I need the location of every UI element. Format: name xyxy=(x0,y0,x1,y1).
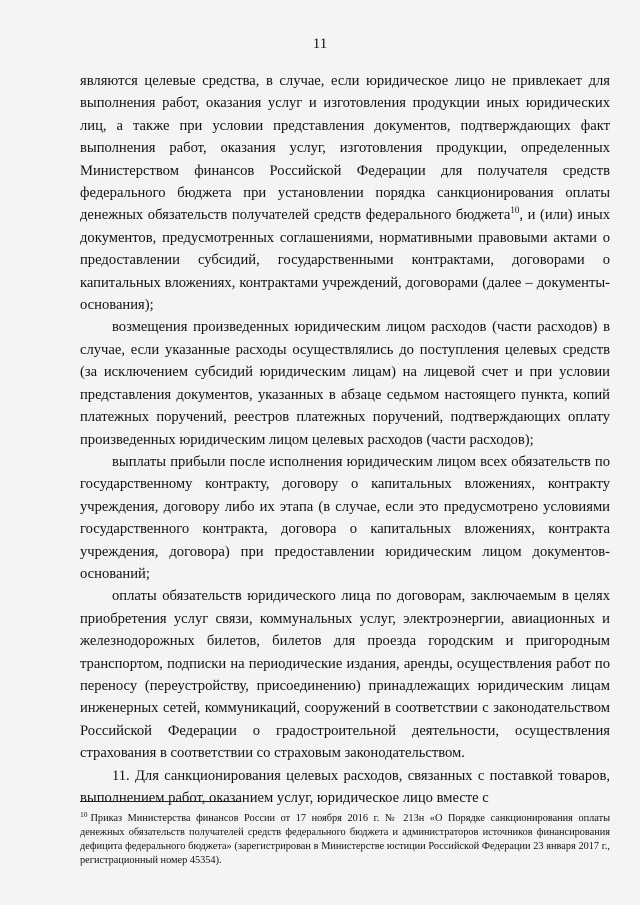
paragraph-item-11: 11. Для санкционирования целевых расходов, связанных с поставкой товаров, выполнением работ, оказанием услуг, юридическое лицо вместе с xyxy=(80,767,610,806)
paragraph-text: являются целевые средства, в случае, если юридическое лицо не привлекает для выполнения работ, оказания услуг и изготовления продукции иных юридических лиц, а также при условии представления документов, подтверждающих факт выполнения работ, оказания услуг, изготовления продукции, определенных Министерством финансов Российской Федерации для получателя средств федерального бюджета при установлении порядка санкционирования оплаты денежных обязательств получателей средств федерального бюджета xyxy=(80,73,610,224)
page-number: 11 xyxy=(312,36,328,52)
footnote-reference[interactable]: 10 xyxy=(510,205,520,216)
footnote xyxy=(80,809,610,868)
footnote-text: Приказ Министерства финансов России от 17 ноября 2016 г. № 213н «О Порядке санкционирования оплаты денежных обязательств получателей средств федерального бюджета и администраторов источников финансирования дефицита федерального бюджета» (зарегистрирован в Министерстве юстиции Российской Федерации 23 января 2017 г., регистрационный номер 45354). xyxy=(80,813,610,866)
paragraph-target-funds xyxy=(80,70,610,316)
paragraph-profit-payment: выплаты прибыли после исполнения юридическим лицом всех обязательств по государственному контракту, договору о капитальных вложениях, контракту учреждения, договору либо их этапа (в случае, если это предусмотрено условиями государственного контракта, договора о капитальных вложениях, контракта учреждения, договора) при предоставлении юридическим лицом документов-оснований; xyxy=(80,453,610,582)
footnote-divider xyxy=(80,801,240,802)
footnote-mark: 10 xyxy=(80,809,88,819)
paragraph-text: , и (или) иных документов, предусмотренных соглашениями, нормативными правовыми актами о предоставлении субсидий, государственными контрактами, договорами о капитальных вложениях, контрактами учреждений, договорами (далее – документы-основания); xyxy=(80,207,610,314)
body-text xyxy=(80,70,610,809)
paragraph-reimbursement: возмещения произведенных юридическим лицом расходов (части расходов) в случае, если указанные расходы осуществлялись до поступления целевых средств (за исключением субсидий юридическим лицам) на лицевой счет и при условии представления документов, указанных в абзаце седьмом настоящего пункта, копий платежных поручений, реестров платежных поручений, подтверждающих оплату произведенных юридическим лицом целевых расходов (части расходов); xyxy=(80,319,610,448)
paragraph-obligations-payment: оплаты обязательств юридического лица по договорам, заключаемым в целях приобретения услуг связи, коммунальных услуг, электроэнергии, авиационных и железнодорожных билетов, билетов для проезда городским и пригородным транспортом, подписки на периодические издания, аренды, осуществления работ по переносу (переустройству, присоединению) принадлежащих юридическим лицам инженерных сетей, коммуникаций, сооружений в соответствии с законодательством Российской Федерации о градостроительной деятельности, осуществления страхования в соответствии со страховым законодательством. xyxy=(80,588,610,762)
